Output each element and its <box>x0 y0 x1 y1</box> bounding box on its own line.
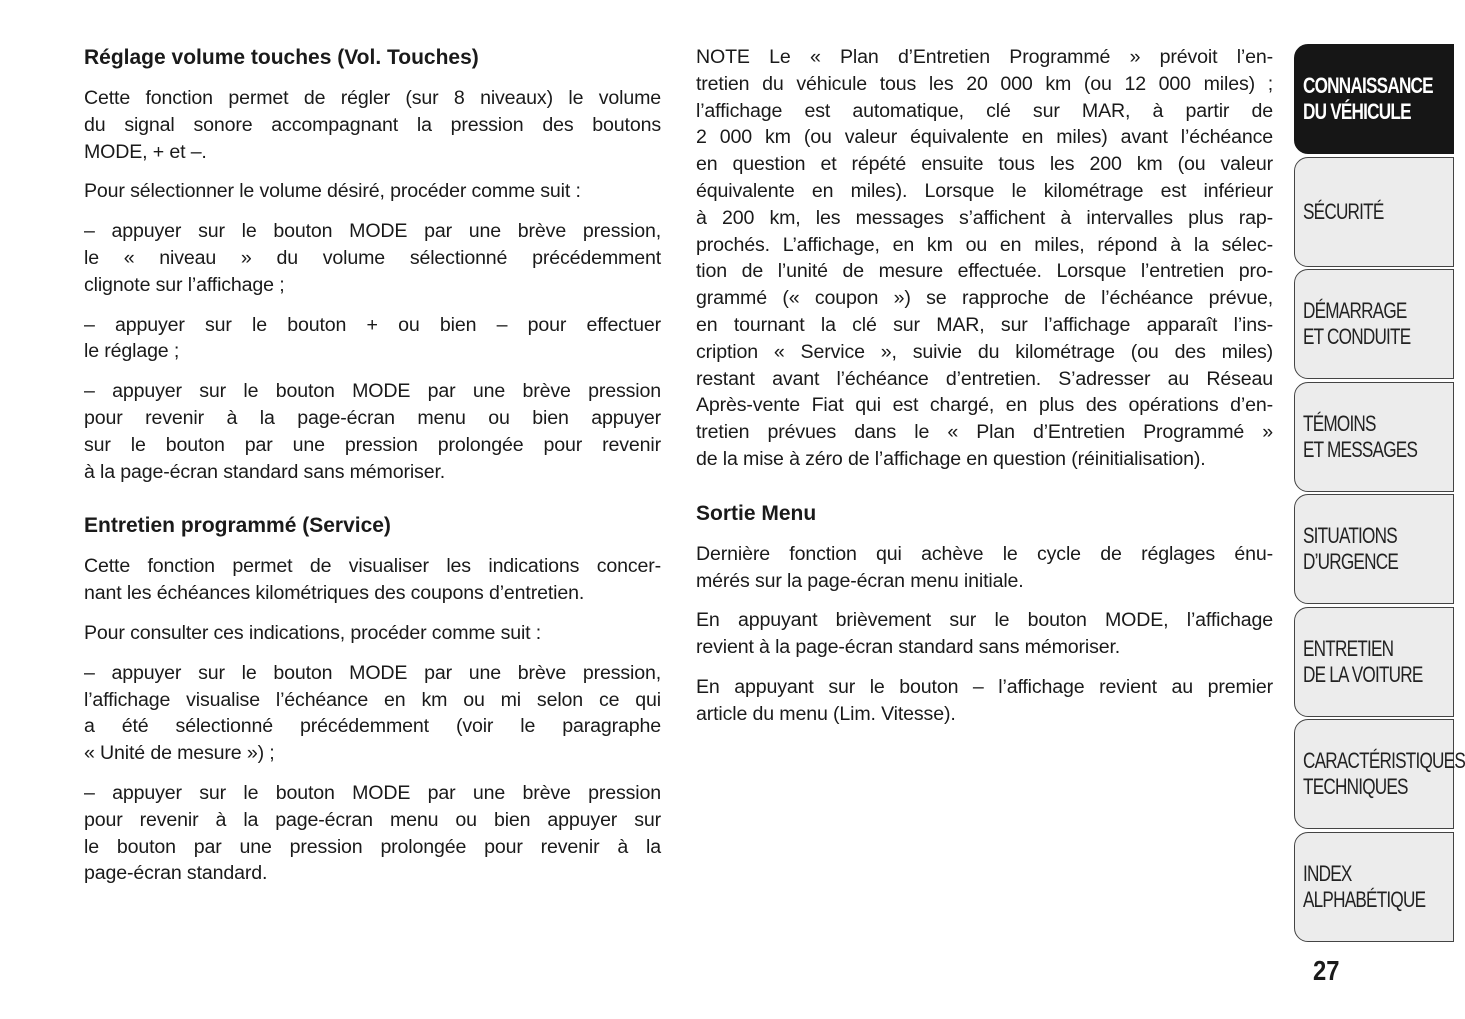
text-line: grammé (« coupon ») se rapproche de l’échéance prévue, <box>696 287 1273 310</box>
tab-label-line: DÉMARRAGE <box>1303 298 1407 323</box>
text-line: nant les échéances kilométriques des coupons d’entretien. <box>84 582 585 605</box>
text-line: restant avant l’échéance d’entretien. S’adresser au Réseau <box>696 367 1273 390</box>
tab-label-line: ALPHABÉTIQUE <box>1303 886 1426 912</box>
chapter-tab-label <box>1303 523 1443 575</box>
text-line: cription « Service », suivie du kilométrage (ou des miles) <box>696 340 1273 363</box>
text-line: prochés. L’affichage, en km ou en miles, répond à la sélec- <box>696 233 1273 256</box>
paragraph <box>84 85 661 165</box>
section-heading: Réglage volume touches (Vol. Touches) <box>84 46 479 69</box>
text-line: – appuyer sur le bouton MODE par une brève pression, <box>84 220 661 243</box>
text-line: Dernière fonction qui achève le cycle de réglages énu- <box>696 542 1273 565</box>
chapter-tab[interactable] <box>1294 269 1454 379</box>
text-line: l’affichage est automatique, clé sur MAR, à partir de <box>696 99 1273 122</box>
text-line: le réglage ; <box>84 340 180 363</box>
tab-label-line: ET MESSAGES <box>1303 436 1418 462</box>
paragraph <box>84 553 661 607</box>
text-line: Cette fonction permet de régler (sur 8 niveaux) le volume <box>84 87 661 109</box>
left-text-column <box>84 44 661 900</box>
text-line: NOTE Le « Plan d’Entretien Programmé » prévoit l’en- <box>696 46 1273 68</box>
text-line: Après-vente Fiat qui est chargé, en plus des opérations d’en- <box>696 394 1273 417</box>
paragraph <box>84 312 661 366</box>
tab-label-line: TECHNIQUES <box>1303 774 1408 799</box>
text-line: de la mise à zéro de l’affichage en question (réinitialisation). <box>696 447 1206 470</box>
chapter-tab-label <box>1303 411 1443 463</box>
chapter-tab[interactable] <box>1294 157 1454 267</box>
text-line: à 200 km, les messages s’affichent à intervalles plus rap- <box>696 206 1273 229</box>
text-line: le « niveau » du volume sélectionné précédemment <box>84 246 661 269</box>
text-line: mérés sur la page-écran menu initiale. <box>696 569 1024 592</box>
section-heading: Entretien programmé (Service) <box>84 514 391 538</box>
tab-label-line: TÉMOINS <box>1303 410 1376 436</box>
text-line: – appuyer sur le bouton + ou bien – pour effectuer <box>84 313 661 336</box>
text-line: article du menu (Lim. Vitesse). <box>696 702 956 725</box>
paragraph <box>84 620 661 647</box>
paragraph <box>84 178 661 205</box>
text-line: MODE, + et –. <box>84 140 207 163</box>
chapter-tab[interactable] <box>1294 494 1454 604</box>
text-line: a été sélectionné précédemment (voir le paragraphe <box>84 715 661 738</box>
text-line: – appuyer sur le bouton MODE par une brève pression <box>84 380 661 403</box>
text-line: du signal sonore accompagnant la pression des boutons <box>84 113 661 136</box>
page-number: 27 <box>1313 955 1340 986</box>
text-line: « Unité de mesure ») ; <box>84 742 275 765</box>
chapter-tab-label <box>1303 73 1443 125</box>
paragraph <box>696 674 1273 728</box>
tab-label-line: SITUATIONS <box>1303 523 1397 548</box>
chapter-tab-label <box>1303 748 1465 800</box>
text-line: revient à la page-écran standard sans mémoriser. <box>696 636 1121 659</box>
paragraph <box>84 378 661 485</box>
text-line: à la page-écran standard sans mémoriser. <box>84 460 446 483</box>
text-line: tretien du véhicule tous les 20 000 km (ou 12 000 miles) ; <box>696 72 1273 95</box>
text-line: pour revenir à la page-écran menu ou bien appuyer <box>84 406 661 429</box>
text-line: Pour sélectionner le volume désiré, procéder comme suit : <box>84 180 581 203</box>
paragraph <box>84 660 661 767</box>
text-line: Pour consulter ces indications, procéder comme suit : <box>84 621 542 644</box>
chapter-tab[interactable] <box>1294 832 1454 942</box>
text-line: – appuyer sur le bouton MODE par une brève pression <box>84 781 661 804</box>
chapter-tab-label <box>1303 861 1443 913</box>
text-line: clignote sur l’affichage ; <box>84 273 285 296</box>
text-line: tion de l’unité de mesure effectuée. Lorsque l’entretien pro- <box>696 260 1273 283</box>
right-text-column <box>696 44 1273 741</box>
chapter-tab-label <box>1303 298 1443 350</box>
paragraph <box>84 780 661 887</box>
tab-label-line: DU VÉHICULE <box>1303 99 1411 124</box>
tab-label-line: CARACTÉRISTIQUES <box>1303 748 1465 773</box>
text-line: en question et répété ensuite tous les 200 km (ou valeur <box>696 153 1273 176</box>
tab-label-line: D’URGENCE <box>1303 549 1399 574</box>
text-line: page-écran standard. <box>84 862 268 885</box>
chapter-tab-label <box>1303 636 1443 688</box>
text-line: l’affichage visualise l’échéance en km ou mi selon ce qui <box>84 688 661 711</box>
tab-label-line: CONNAISSANCE <box>1303 73 1433 98</box>
chapter-tab-label <box>1303 199 1443 225</box>
paragraph <box>84 218 661 298</box>
text-line: En appuyant sur le bouton – l’affichage revient au premier <box>696 675 1273 698</box>
text-line: tretien prévues dans le « Plan d’Entretien Programmé » <box>696 421 1273 444</box>
text-line: équivalente en miles). Lorsque le kilométrage est inférieur <box>696 179 1273 202</box>
paragraph <box>696 44 1273 473</box>
tab-label-line: DE LA VOITURE <box>1303 661 1423 687</box>
chapter-tab[interactable] <box>1294 382 1454 492</box>
tab-label-line: SÉCURITÉ <box>1303 198 1384 224</box>
tab-label-line: ET CONDUITE <box>1303 324 1411 349</box>
section-heading: Sortie Menu <box>696 501 817 525</box>
text-line: pour revenir à la page-écran menu ou bien appuyer sur <box>84 808 661 831</box>
text-line: 2 000 km (ou valeur équivalente en miles) avant l’échéance <box>696 126 1273 149</box>
text-line: en tournant la clé sur MAR, sur l’affichage apparaît l’ins- <box>696 313 1273 336</box>
text-line: – appuyer sur le bouton MODE par une brève pression, <box>84 661 661 684</box>
tab-label-line: INDEX <box>1303 860 1352 886</box>
text-line: Cette fonction permet de visualiser les indications concer- <box>84 555 661 578</box>
tab-label-line: ENTRETIEN <box>1303 635 1394 661</box>
chapter-tab[interactable] <box>1294 607 1454 717</box>
chapter-tab[interactable] <box>1294 719 1465 829</box>
text-line: le bouton par une pression prolongée pour revenir à la <box>84 835 661 858</box>
chapter-tab[interactable] <box>1294 44 1454 154</box>
text-line: En appuyant brièvement sur le bouton MODE, l’affichage <box>696 609 1273 632</box>
text-line: sur le bouton par une pression prolongée pour revenir <box>84 433 661 456</box>
paragraph <box>696 541 1273 595</box>
paragraph <box>696 607 1273 661</box>
